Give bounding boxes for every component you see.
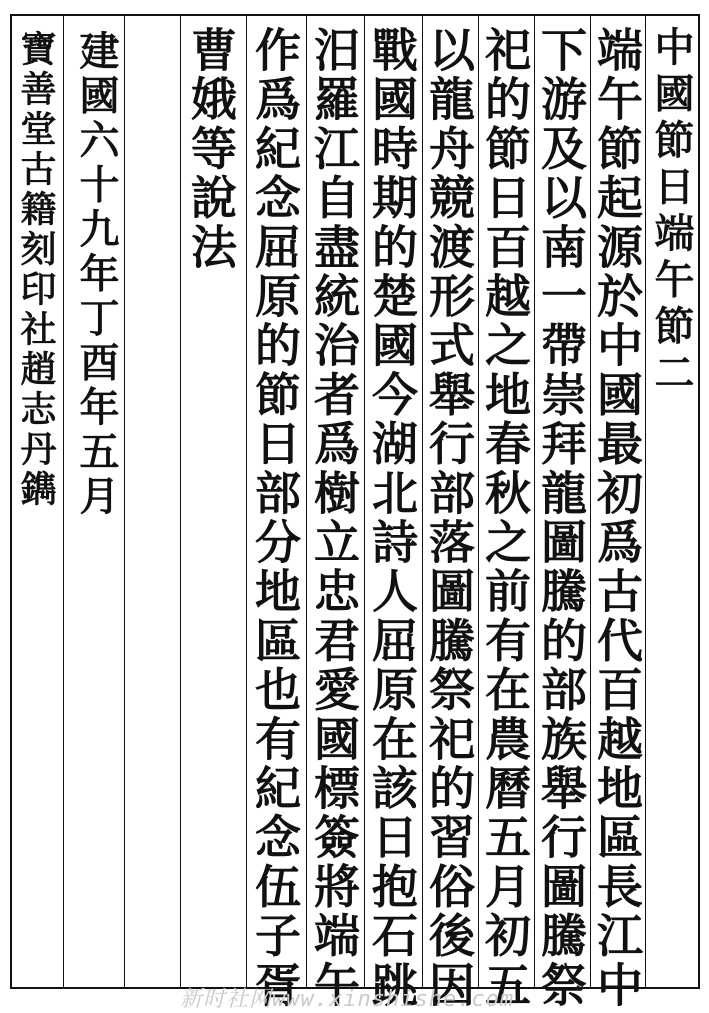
body-column-6: 汨羅江自盡統治者爲樹立忠君愛國標簽將端午 [307, 26, 361, 1010]
watermark: 新时社网www.xinshishe.com [180, 987, 515, 1012]
column-rule [246, 14, 247, 989]
column-rule [180, 14, 181, 989]
date-line: 建國六十九年丁酉年五月 [73, 30, 120, 520]
column-rule [124, 14, 125, 989]
body-column-3: 祀的節日百越之地春秋之前有在農曆五月初五 [478, 26, 532, 1010]
body-column-8: 曹娥等說法 [184, 26, 238, 272]
body-column-2: 下游及以南一帶崇拜龍圖騰的部族舉行圖騰祭 [534, 26, 588, 1010]
body-column-1: 端午節起源於中國最初爲古代百越地區長江中 [590, 26, 644, 1010]
publisher-line: 寶善堂古籍刻印社趙志丹鐫 [15, 30, 57, 510]
column-rule [63, 14, 64, 989]
body-column-7: 作爲紀念屈原的節日部分地區也有紀念伍子胥 [248, 26, 302, 1010]
body-column-5: 戰國時期的楚國今湖北詩人屈原在該日抱石跳 [365, 26, 419, 1010]
body-column-4: 以龍舟競渡形式舉行部落圖騰祭祀的習俗後因 [422, 26, 476, 1010]
column-rule [645, 14, 646, 989]
page-title: 中國節日端午節二 [648, 26, 695, 398]
